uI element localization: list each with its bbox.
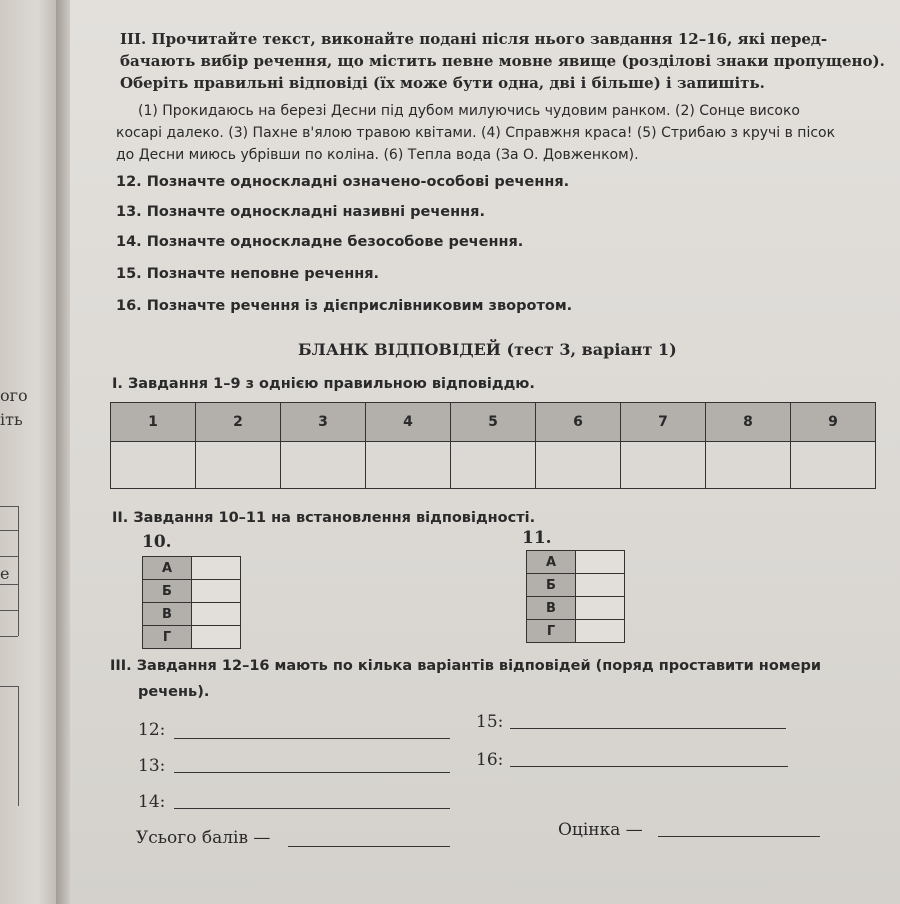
answer-15-label: 15: [476, 712, 504, 732]
match-letter: В [143, 603, 192, 626]
answer-13-label: 13: [138, 756, 166, 776]
match-letter: Г [143, 626, 192, 649]
answer-cell[interactable] [706, 442, 791, 489]
answer-number: 9 [791, 403, 876, 442]
reading-passage: (1) Прокидаюсь на березі Десни під дубом милуючись чудовим ранком. (2) Сонце високо косарі далеко. (3) Пахне в'ялою травою квітами. (4) Справжня краса! (5) Стрибаю з кручі в пісок до Десни миюсь убрівши по коліна. (6) Тепла вода (За О. Довженком). [116, 103, 836, 163]
answers-1-9-grid [110, 402, 876, 489]
answer-12-line[interactable] [174, 738, 450, 739]
answer-cell[interactable] [281, 442, 366, 489]
match-answer-cell[interactable] [576, 574, 625, 597]
total-score-line[interactable] [288, 846, 450, 847]
left-page-fragment: е [0, 564, 10, 583]
part1-heading: І. Завдання 1–9 з однією правильною відповіддю. [112, 376, 535, 392]
section3-instructions: ІІІ. Прочитайте текст, виконайте подані після нього завдання 12–16, які перед- бачають вибір речення, що містить певне мовне явище (розділові знаки пропущено). Оберіть правильні відповіді (їх може бути одна, дві і більше) і запишіть. [120, 30, 885, 92]
left-page-rule [0, 556, 18, 557]
answer-cell[interactable] [536, 442, 621, 489]
answer-cell[interactable] [791, 442, 876, 489]
part3-heading-cont: речень). [138, 684, 210, 700]
grade-line[interactable] [658, 836, 820, 837]
match-letter: В [527, 597, 576, 620]
answer-number: 5 [451, 403, 536, 442]
answer-number: 6 [536, 403, 621, 442]
match-answer-cell[interactable] [192, 557, 241, 580]
answer-14-line[interactable] [174, 808, 450, 809]
match-answer-cell[interactable] [192, 626, 241, 649]
total-score-label: Усього балів — [136, 828, 271, 848]
grade-label: Оцінка — [558, 820, 643, 840]
answer-number: 3 [281, 403, 366, 442]
answer-16-label: 16: [476, 750, 504, 770]
match-answer-cell[interactable] [576, 597, 625, 620]
left-page-rule [18, 686, 19, 806]
answer-15-line[interactable] [510, 728, 786, 729]
left-page-rule [0, 686, 18, 687]
answer-cell[interactable] [196, 442, 281, 489]
answer-12-label: 12: [138, 720, 166, 740]
question-15: 15. Позначте неповне речення. [116, 266, 380, 282]
question-13: 13. Позначте односкладні називні речення. [116, 204, 485, 220]
match-answer-cell[interactable] [576, 620, 625, 643]
match-answer-cell[interactable] [192, 580, 241, 603]
answer-number: 1 [111, 403, 196, 442]
task11-label: 11. [522, 528, 552, 548]
answer-13-line[interactable] [174, 772, 450, 773]
match-answer-cell[interactable] [576, 551, 625, 574]
question-14: 14. Позначте односкладне безособове речення. [116, 234, 524, 250]
left-page-edge [0, 0, 62, 904]
match-letter: Г [527, 620, 576, 643]
part2-heading: ІІ. Завдання 10–11 на встановлення відповідності. [112, 510, 536, 526]
match-letter: Б [527, 574, 576, 597]
match-letter: А [527, 551, 576, 574]
match-answer-cell[interactable] [192, 603, 241, 626]
left-page-fragment: іть [0, 410, 23, 429]
answer-sheet-title: БЛАНК ВІДПОВІДЕЙ (тест 3, варіант 1) [298, 340, 677, 359]
left-page-rule [0, 506, 18, 507]
answer-cell[interactable] [111, 442, 196, 489]
left-page-fragment: ого [0, 386, 28, 405]
part3-heading: ІІІ. Завдання 12–16 мають по кілька варіантів відповідей (поряд проставити номери [110, 658, 822, 674]
worksheet-page [70, 0, 900, 904]
answer-cell[interactable] [451, 442, 536, 489]
answer-number: 8 [706, 403, 791, 442]
answer-cell[interactable] [621, 442, 706, 489]
question-16: 16. Позначте речення із дієприслівниковим зворотом. [116, 298, 573, 314]
match-letter: А [143, 557, 192, 580]
question-12: 12. Позначте односкладні означено-особові речення. [116, 174, 570, 190]
answer-16-line[interactable] [510, 766, 788, 767]
answer-14-label: 14: [138, 792, 166, 812]
left-page-rule [0, 584, 18, 585]
answer-cell[interactable] [366, 442, 451, 489]
answer-number: 2 [196, 403, 281, 442]
task10-matching-table [142, 556, 241, 649]
left-page-rule [0, 530, 18, 531]
match-letter: Б [143, 580, 192, 603]
left-page-rule [0, 636, 18, 637]
answer-number: 4 [366, 403, 451, 442]
left-page-rule [18, 506, 19, 636]
task11-matching-table [526, 550, 625, 643]
left-page-rule [0, 610, 18, 611]
task10-label: 10. [142, 532, 172, 552]
answer-number: 7 [621, 403, 706, 442]
